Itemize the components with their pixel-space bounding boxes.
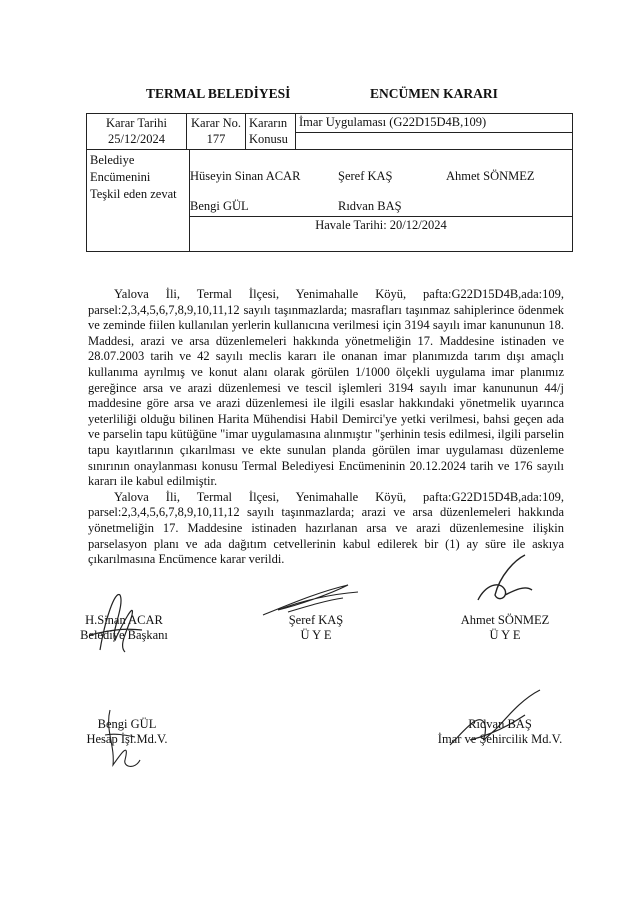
decision-date-cell (87, 114, 187, 150)
committee-label-line-2: Teşkil eden zevat (90, 187, 177, 201)
bas-name: Rıdvan BAŞ (468, 717, 532, 731)
acar-title: Belediye Başkanı (80, 628, 168, 642)
member-sonmez: Ahmet SÖNMEZ (446, 169, 535, 183)
document-type-title: ENCÜMEN KARARI (370, 86, 498, 101)
decision-no-cell (187, 114, 246, 150)
member-acar: Hüseyin Sinan ACAR (190, 169, 301, 183)
paragraph-1: Yalova İli, Termal İlçesi, Yenimahalle Köyü, pafta:G22D15D4B,ada:109, parsel:2,3,4,5,6,7,8,9,10,11,12 sayılı taşınmazlarda; masrafları taşınmaz sahiplerince ödenmek ve zeminde fiilen kullanılan yerlerin kullanıcına verilmesi için 3194 sayılı imar kanununun 18. Maddesi, arazi ve arsa düzenlemeleri hakkında yönetmeliğin 17. Maddesine istinaden ve 28.07.2003 tarih ve 42 sayılı meclis kararı ile onanan imar planımızda tarım dışı amaçlı kullanıma ayrılmış ve konut alanı olarak görülen 1/1000 ölçekli uygulama imar planımız gereğince arsa ve arazi düzenlemesi ve tescil işlemleri 3194 sayılı imar kanununun 44/j maddesine göre arsa ve arazi düzenlemesi ile ilgili esaslar hakkındaki yönetmelik uyarınca yeterliliği olduğu bilinen Harita Mühendisi Habil Demirci'ye yetki verilmesi, bahsi geçen ada ve parselin tapu kütüğüne "imar uygulamasına alınmıştır "şerhinin tesis edilmesi, ilgili parselin tapu kayıtlarının çıkarılması ve ekte sunulan planda görülen imar uygulaması düzenleme sınırının onaylanması konusu Termal Belediyesi Encümeninin 20.12.2024 tarih ve 176 sayılı kararı ile kabul edilmiştir. (88, 287, 564, 489)
referral-date: Havale Tarihi: 20/12/2024 (189, 216, 572, 234)
acar-signature-scribble (80, 580, 150, 660)
municipality-title: TERMAL BELEDİYESİ (146, 86, 291, 101)
acar-name: H.Sinan ACAR (85, 613, 163, 627)
sonmez-signature-scribble (470, 550, 540, 610)
decision-body (88, 287, 564, 568)
committee-members (190, 150, 572, 234)
kas-signature-scribble (258, 580, 368, 625)
committee-label (87, 150, 190, 251)
bas-title: İmar ve Şehircilik Md.V. (437, 732, 563, 746)
decision-date-value: 25/12/2024 (108, 132, 165, 146)
member-bas: Rıdvan BAŞ (338, 199, 402, 213)
gul-name: Bengi GÜL (97, 717, 157, 731)
paragraph-2: Yalova İli, Termal İlçesi, Yenimahalle Köyü, pafta:G22D15D4B,ada:109, parsel:2,3,4,5,6,7,8,9,10,11,12 sayılı taşınmazlarda; arazi ve arsa düzenlemeleri hakkında yönetmeliğin 17. Maddesine istinaden hazırlanan arsa ve arazi düzenlemesine ilişkin parselasyon planı ve ada dağıtım cetvellerinin kabul edilerek bir (1) ay süre ile askıya çıkarılmasına Encümence karar verildi. (88, 489, 564, 567)
decision-subject-label-cell (246, 114, 296, 150)
member-kas: Şeref KAŞ (338, 169, 393, 183)
decision-info-table (86, 113, 573, 252)
signature-block-sonmez (445, 613, 565, 643)
decision-no-label: Karar No. (191, 116, 241, 130)
sonmez-name: Ahmet SÖNMEZ (460, 613, 550, 627)
decision-no-value: 177 (206, 132, 226, 146)
decision-subject-value-cell (296, 114, 573, 150)
decision-subject-value: İmar Uygulaması (G22D15D4B,109) (296, 114, 572, 133)
committee-label-line-1: Belediye Encümenini (90, 153, 151, 184)
decision-subject-label-2: Konusu (249, 132, 288, 146)
kas-title: Ü Y E (300, 628, 332, 642)
gul-title: Hesap İşl.Md.V. (86, 732, 168, 746)
sonmez-title: Ü Y E (489, 628, 521, 642)
gul-signature-scribble (95, 705, 155, 775)
member-gul: Bengi GÜL (190, 199, 249, 213)
decision-date-label: Karar Tarihi (105, 116, 168, 130)
kas-name: Şeref KAŞ (288, 613, 344, 627)
bas-signature-scribble (440, 685, 550, 755)
committee-cell (87, 150, 573, 252)
decision-subject-label-1: Kararın (249, 116, 288, 130)
